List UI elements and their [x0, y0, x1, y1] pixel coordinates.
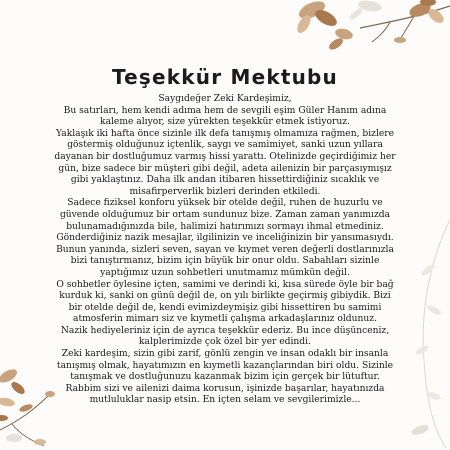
- faded-branch-right-decoration: [390, 200, 450, 450]
- paragraph: Bu satırları, hem kendi adıma hem de sevgili eşim Güler Hanım adına kaleme alıyor, size yürekten teşekkür etmek istiyoruz.: [63, 105, 387, 128]
- closing-paragraph: Rabbim sizi ve ailenizi daima korusun, işinizde başarılar, hayatınızda mutluluklar nasip etsin. En içten selam ve sevgilerimizle...: [65, 383, 385, 406]
- paragraph: Yaklaşık iki hafta önce sizinle ilk defa tanışmış olmamıza rağmen, bizlere göstermiş olduğunuz içtenlik, saygı ve samimiyet, sanki uzun yıllara dayanan bir dostluğumuz varmış hissi yarattı. Otelinizde geçirdiğimiz her gün, bize sadece bir müşteri gibi değil, adeta ailenizin bir parçasıymışız gibi yaklaştınız. Daha ilk andan itibaren hissettirdiğiniz sıcaklık ve misafirperverlik bizleri derinden etkiledi.: [54, 128, 396, 197]
- salutation: Saygıdeğer Zeki Kardeşimiz,: [158, 94, 292, 104]
- paragraph: Zeki kardeşim, sizin gibi zarif, gönlü zengin ve insan odaklı bir insanla tanışmış olmak, hayatımızın en kıymetli kazançlarından biri oldu. Sizinle tanışmak ve dostluğunuzu kazanmak bizim için gerçek bir lütuftur.: [56, 349, 394, 383]
- paragraph: Gönderdiğiniz nazik mesajlar, ilgilinizin ve inceliğinizin bir yansımasıydı. Bunun yanında, sizleri seven, sayan ve kıymet veren değerli dostlarınızla bizi tanıştırmanız, bizim için büyük bir onur oldu. Sabahları sizinle yaptığımız uzun sohbetleri unutmamız mümkün değil.: [56, 233, 394, 278]
- letter-title: Teşekkür Mektubu: [111, 65, 338, 90]
- paragraph: O sohbetler öylesine içten, samimi ve derindi ki, kısa sürede öyle bir bağ kurduk ki, sanki on günü değil de, on yılı birlikte geçirmiş gibiydik. Bizi bir otelde değil de, kendi evimizdeymişiz gibi hissettiren bu samimi atmosferin mimarı siz ve kıymetli çalışma arkadaşlarınız oldunuz.: [56, 279, 394, 325]
- paragraph: Sadece fiziksel konforu yüksek bir otelde değil, ruhen de huzurlu ve güvende olduğumuz bir ortam sundunuz bize. Zaman zaman yanımızda bulunamadığınızda bile, halimizi hatırımızı sormayı ihmal etmediniz.: [59, 198, 391, 232]
- dried-flowers-top-decoration: [240, 0, 450, 62]
- letter-body: [52, 94, 398, 407]
- paragraph: Nazik hediyeleriniz için de ayrıca teşekkür ederiz. Bu ince düşünceniz, kalplerimizde çok özel bir yer edindi.: [60, 325, 390, 348]
